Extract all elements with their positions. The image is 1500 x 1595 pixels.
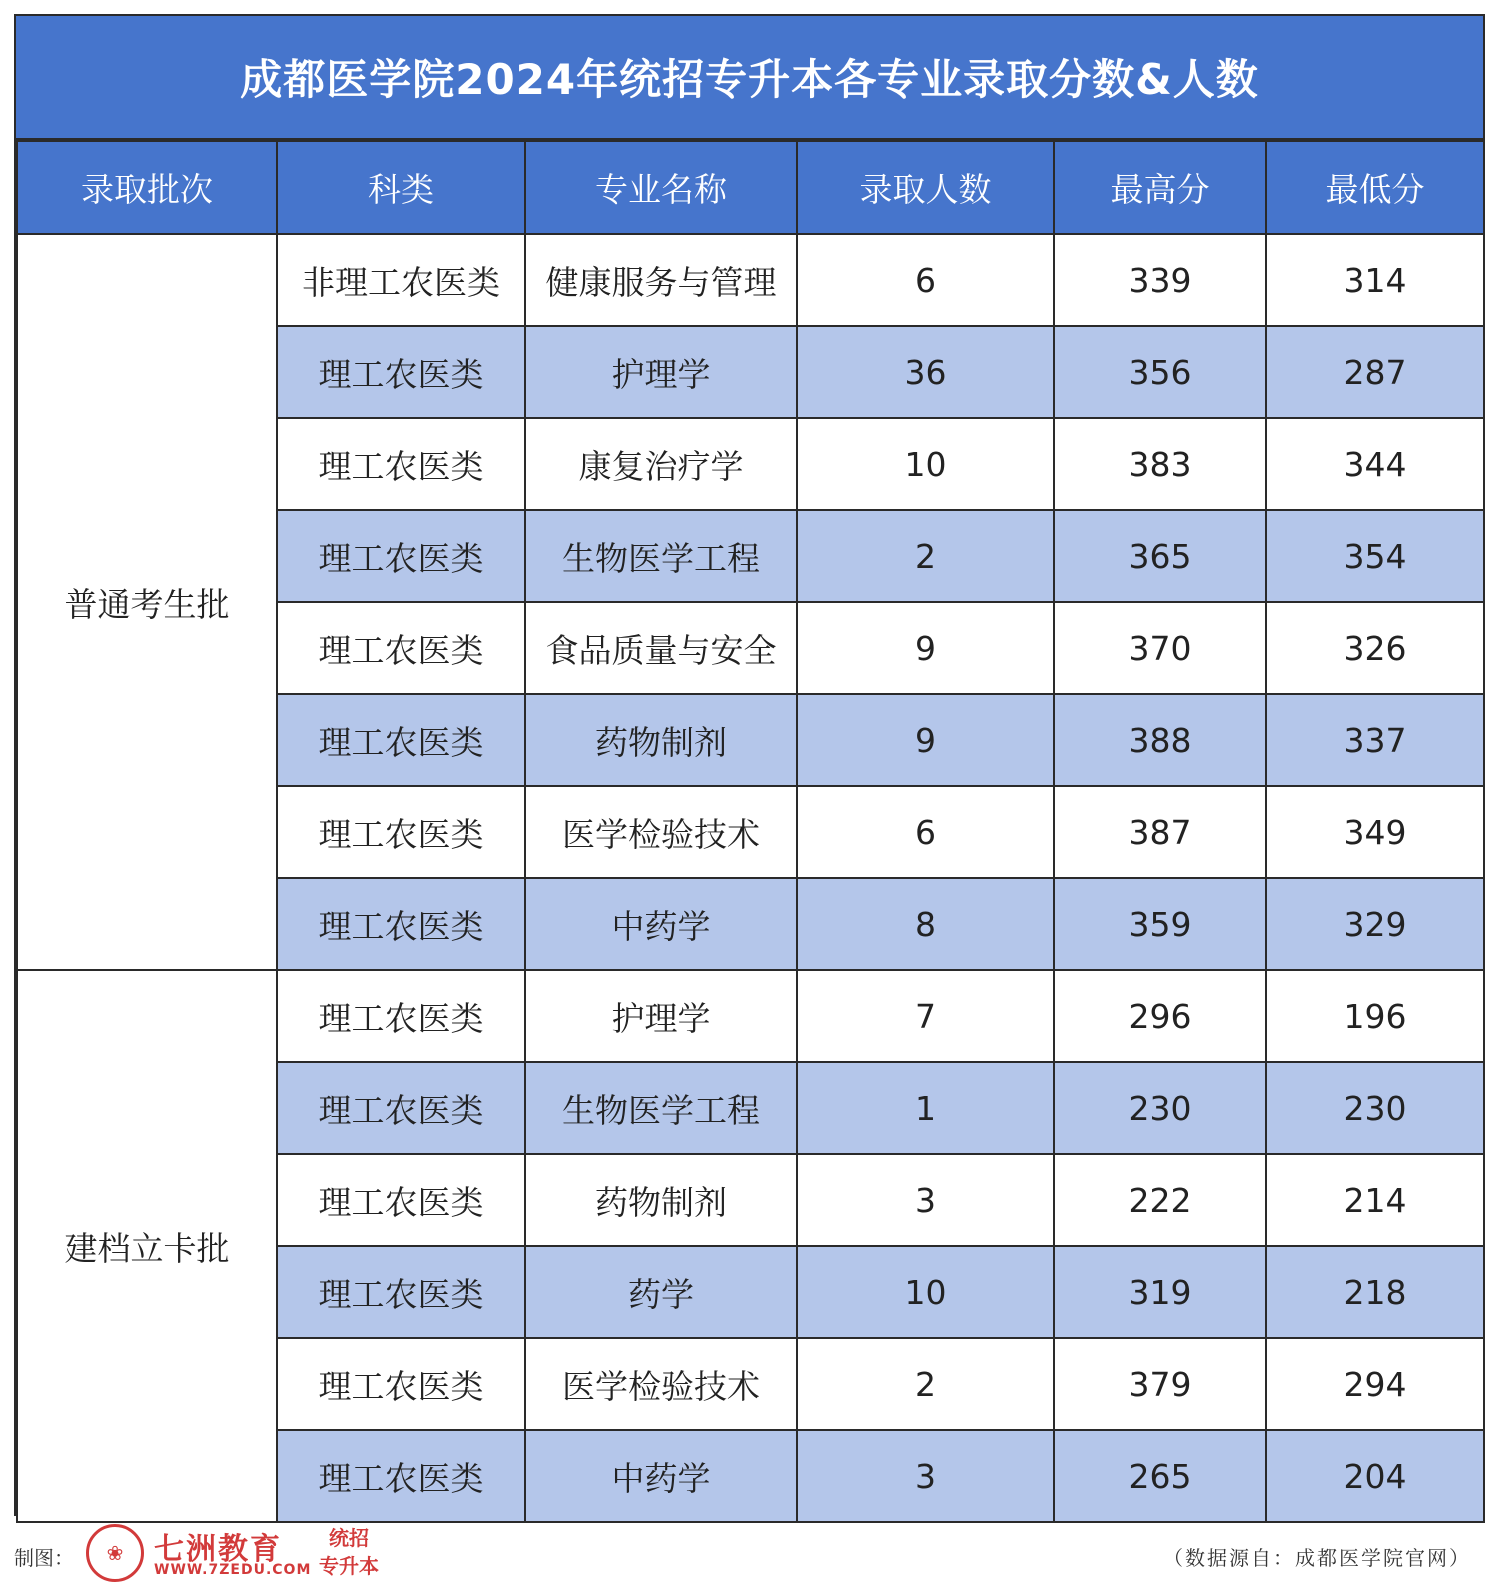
brand-logo-icon: ❀ <box>86 1524 144 1582</box>
category-cell: 理工农医类 <box>277 1154 525 1246</box>
col-header-category: 科类 <box>277 141 525 234</box>
batch-cell: 建档立卡批 <box>17 970 277 1522</box>
major-cell: 中药学 <box>525 1430 797 1522</box>
max-score-cell: 379 <box>1054 1338 1266 1430</box>
count-cell: 9 <box>797 694 1054 786</box>
min-score-cell: 218 <box>1266 1246 1484 1338</box>
max-score-cell: 222 <box>1054 1154 1266 1246</box>
max-score-cell: 370 <box>1054 602 1266 694</box>
category-cell: 理工农医类 <box>277 970 525 1062</box>
brand-name: 七洲教育 <box>154 1532 282 1567</box>
data-source-note: （数据源自：成都医学院官网） <box>1163 1546 1471 1570</box>
max-score-cell: 365 <box>1054 510 1266 602</box>
major-cell: 医学检验技术 <box>525 1338 797 1430</box>
category-cell: 理工农医类 <box>277 602 525 694</box>
min-score-cell: 329 <box>1266 878 1484 970</box>
count-cell: 2 <box>797 1338 1054 1430</box>
footer <box>14 1520 1485 1590</box>
header-row <box>17 141 1484 234</box>
category-cell: 理工农医类 <box>277 1430 525 1522</box>
category-cell: 理工农医类 <box>277 1338 525 1430</box>
brand-url: WWW.7ZEDU.COM <box>154 1562 312 1578</box>
min-score-cell: 214 <box>1266 1154 1484 1246</box>
category-cell: 理工农医类 <box>277 1246 525 1338</box>
category-cell: 理工农医类 <box>277 786 525 878</box>
max-score-cell: 319 <box>1054 1246 1266 1338</box>
col-header-count: 录取人数 <box>797 141 1054 234</box>
table-row <box>17 970 1484 1062</box>
min-score-cell: 337 <box>1266 694 1484 786</box>
major-cell: 医学检验技术 <box>525 786 797 878</box>
count-cell: 10 <box>797 1246 1054 1338</box>
major-cell: 健康服务与管理 <box>525 234 797 326</box>
count-cell: 3 <box>797 1154 1054 1246</box>
category-cell: 理工农医类 <box>277 694 525 786</box>
category-cell: 理工农医类 <box>277 418 525 510</box>
major-cell: 生物医学工程 <box>525 510 797 602</box>
count-cell: 10 <box>797 418 1054 510</box>
max-score-cell: 359 <box>1054 878 1266 970</box>
min-score-cell: 354 <box>1266 510 1484 602</box>
col-header-major: 专业名称 <box>525 141 797 234</box>
max-score-cell: 339 <box>1054 234 1266 326</box>
count-cell: 9 <box>797 602 1054 694</box>
count-cell: 6 <box>797 786 1054 878</box>
count-cell: 7 <box>797 970 1054 1062</box>
min-score-cell: 287 <box>1266 326 1484 418</box>
min-score-cell: 196 <box>1266 970 1484 1062</box>
major-cell: 药学 <box>525 1246 797 1338</box>
max-score-cell: 230 <box>1054 1062 1266 1154</box>
category-cell: 理工农医类 <box>277 510 525 602</box>
major-cell: 护理学 <box>525 970 797 1062</box>
admission-table-frame <box>14 14 1485 1516</box>
max-score-cell: 383 <box>1054 418 1266 510</box>
min-score-cell: 349 <box>1266 786 1484 878</box>
max-score-cell: 387 <box>1054 786 1266 878</box>
max-score-cell: 356 <box>1054 326 1266 418</box>
min-score-cell: 294 <box>1266 1338 1484 1430</box>
max-score-cell: 265 <box>1054 1430 1266 1522</box>
brand-tag-top: 统招 <box>329 1526 369 1550</box>
col-header-min-score: 最低分 <box>1266 141 1484 234</box>
batch-cell: 普通考生批 <box>17 234 277 970</box>
count-cell: 6 <box>797 234 1054 326</box>
col-header-batch: 录取批次 <box>17 141 277 234</box>
category-cell: 理工农医类 <box>277 878 525 970</box>
brand-tag <box>314 1524 384 1580</box>
category-cell: 理工农医类 <box>277 1062 525 1154</box>
table-body <box>17 234 1484 1522</box>
max-score-cell: 296 <box>1054 970 1266 1062</box>
table-title: 成都医学院2024年统招专升本各专业录取分数&人数 <box>16 16 1483 140</box>
count-cell: 2 <box>797 510 1054 602</box>
major-cell: 药物制剂 <box>525 1154 797 1246</box>
max-score-cell: 388 <box>1054 694 1266 786</box>
min-score-cell: 326 <box>1266 602 1484 694</box>
major-cell: 护理学 <box>525 326 797 418</box>
count-cell: 3 <box>797 1430 1054 1522</box>
major-cell: 中药学 <box>525 878 797 970</box>
table-row <box>17 234 1484 326</box>
admission-table <box>16 140 1485 1523</box>
min-score-cell: 230 <box>1266 1062 1484 1154</box>
major-cell: 生物医学工程 <box>525 1062 797 1154</box>
brand-tag-bottom: 专升本 <box>319 1554 379 1578</box>
major-cell: 药物制剂 <box>525 694 797 786</box>
min-score-cell: 344 <box>1266 418 1484 510</box>
category-cell: 非理工农医类 <box>277 234 525 326</box>
major-cell: 康复治疗学 <box>525 418 797 510</box>
min-score-cell: 314 <box>1266 234 1484 326</box>
count-cell: 8 <box>797 878 1054 970</box>
count-cell: 36 <box>797 326 1054 418</box>
col-header-max-score: 最高分 <box>1054 141 1266 234</box>
min-score-cell: 204 <box>1266 1430 1484 1522</box>
count-cell: 1 <box>797 1062 1054 1154</box>
credit-label: 制图： <box>14 1546 74 1570</box>
category-cell: 理工农医类 <box>277 326 525 418</box>
major-cell: 食品质量与安全 <box>525 602 797 694</box>
